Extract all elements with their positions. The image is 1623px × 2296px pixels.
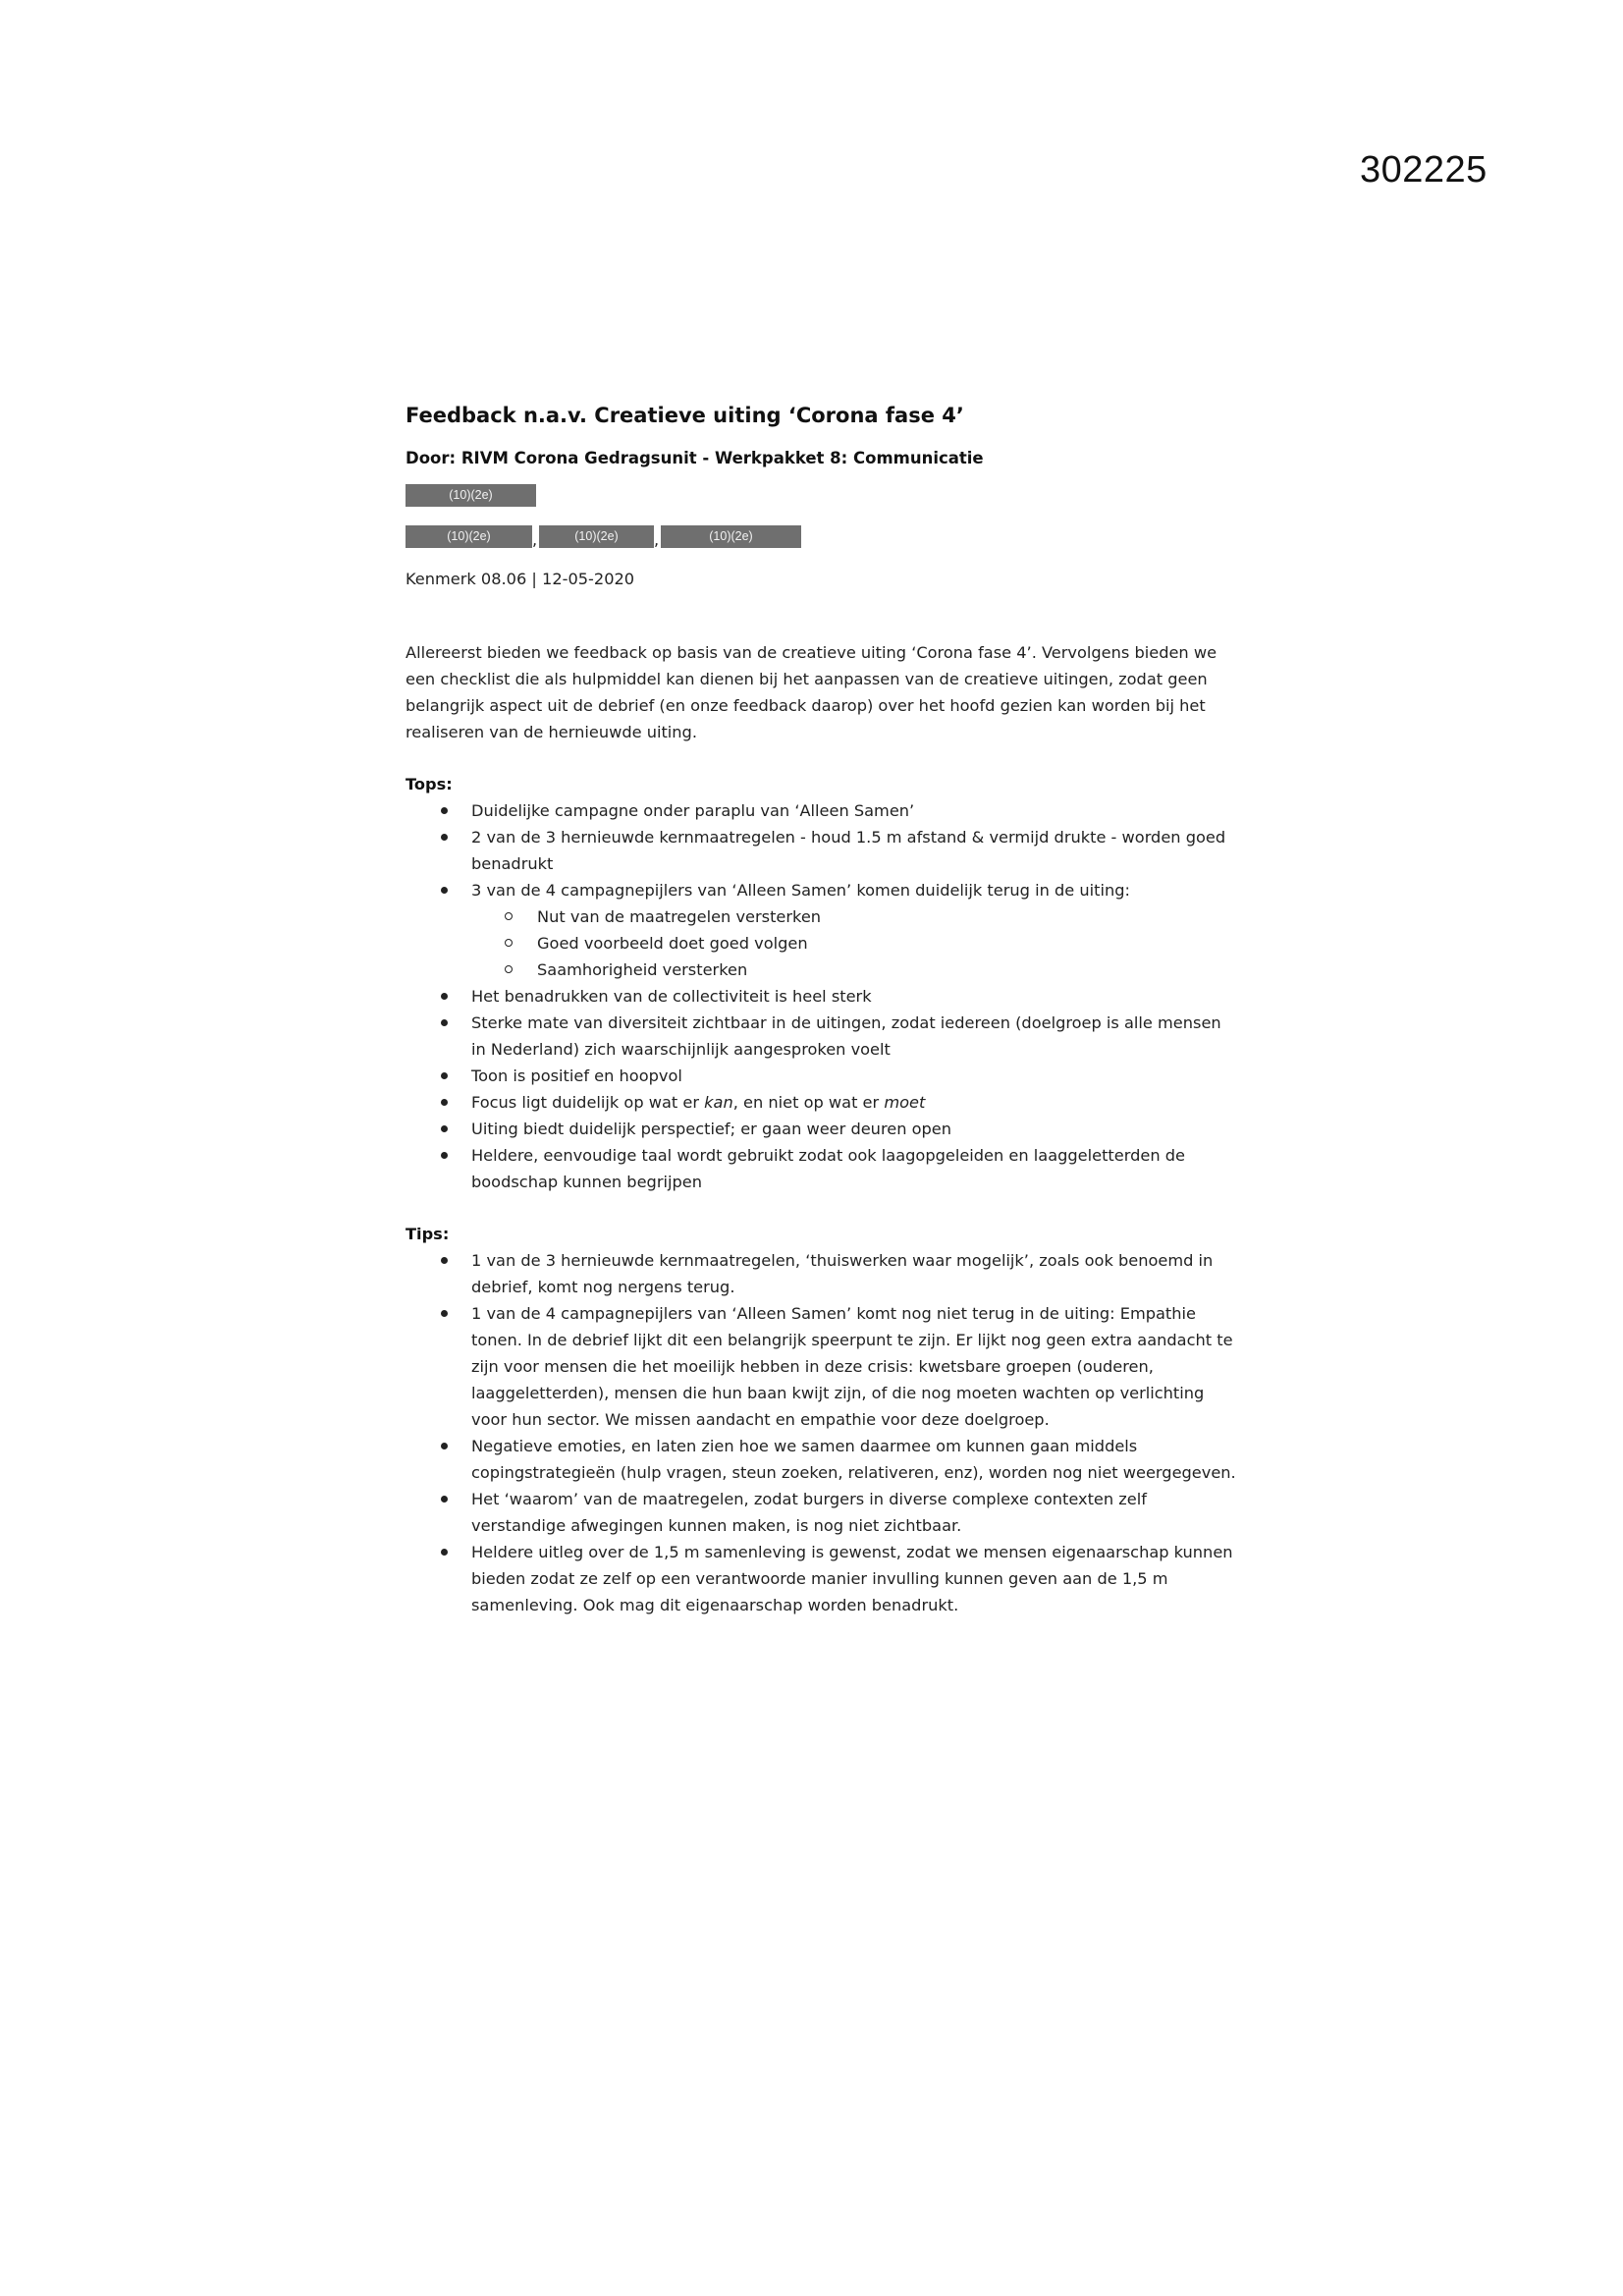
tips-heading: Tips: bbox=[406, 1225, 450, 1243]
focus-text-kan: kan bbox=[704, 1093, 733, 1112]
sub-list-item: Saamhorigheid versterken bbox=[471, 957, 1240, 983]
document-title: Feedback n.a.v. Creatieve uiting ‘Corona fase 4’ bbox=[406, 404, 964, 427]
list-item-text: 2 van de 3 hernieuwde kernmaatregelen - houd 1.5 m afstand & vermijd drukte - worden goed benadrukt bbox=[471, 828, 1226, 873]
list-item bbox=[406, 824, 1240, 877]
list-item-text: Heldere uitleg over de 1,5 m samenleving is gewenst, zodat we mensen eigenaarschap kunnen bieden zodat ze zelf op een verantwoorde manier invulling kunnen geven aan de 1,5 m samenleving. Ook mag dit eigenaarschap worden benadrukt. bbox=[471, 1543, 1233, 1614]
list-item-text: Heldere, eenvoudige taal wordt gebruikt zodat ook laagopgeleiden en laaggeletterden de boodschap kunnen begrijpen bbox=[471, 1146, 1185, 1191]
document-author-line: Door: RIVM Corona Gedragsunit - Werkpakket 8: Communicatie bbox=[406, 449, 984, 467]
reference-line: Kenmerk 08.06 | 12-05-2020 bbox=[406, 570, 635, 588]
intro-paragraph: Allereerst bieden we feedback op basis van de creatieve uiting ‘Corona fase 4’. Vervolgens bieden we een checklist die als hulpmiddel kan dienen bij het aanpassen van de creatieve uitingen, zodat geen belangrijk aspect uit de debrief (en onze feedback daarop) over het hoofd gezien kan worden bij het realiseren van de hernieuwde uiting. bbox=[406, 643, 1217, 741]
campaign-pillars-list bbox=[471, 903, 1240, 983]
list-item bbox=[406, 1433, 1240, 1486]
list-item-text: Sterke mate van diversiteit zichtbaar in de uitingen, zodat iedereen (doelgroep is alle mensen in Nederland) zich waarschijnlijk aangesproken voelt bbox=[471, 1013, 1221, 1059]
list-item bbox=[406, 1063, 1240, 1089]
list-item-text: 1 van de 3 hernieuwde kernmaatregelen, ‘thuiswerken waar mogelijk’, zoals ook benoemd in debrief, komt nog nergens terug. bbox=[471, 1251, 1214, 1296]
tops-heading: Tops: bbox=[406, 775, 453, 793]
redaction-box: (10)(2e) bbox=[661, 525, 801, 548]
sub-list-item: Nut van de maatregelen versterken bbox=[471, 903, 1240, 930]
separator-comma: , bbox=[654, 530, 660, 549]
list-item bbox=[406, 1142, 1240, 1195]
tops-list bbox=[406, 797, 1240, 1195]
list-item-text: 3 van de 4 campagnepijlers van ‘Alleen Samen’ komen duidelijk terug in de uiting: bbox=[471, 881, 1130, 900]
list-item bbox=[406, 1539, 1240, 1618]
list-item bbox=[406, 1300, 1240, 1433]
redaction-box: (10)(2e) bbox=[539, 525, 654, 548]
list-item-text: Toon is positief en hoopvol bbox=[471, 1066, 682, 1085]
list-item bbox=[406, 877, 1240, 983]
list-item-text: Duidelijke campagne onder paraplu van ‘Alleen Samen’ bbox=[471, 801, 915, 820]
list-item bbox=[406, 1089, 1240, 1116]
list-item bbox=[406, 797, 1240, 824]
list-item-text: Het benadrukken van de collectiviteit is heel sterk bbox=[471, 987, 872, 1006]
list-item bbox=[406, 1486, 1240, 1539]
redaction-row-2 bbox=[406, 524, 1240, 548]
focus-text-middle: , en niet op wat er bbox=[732, 1093, 885, 1112]
sub-list-item: Goed voorbeeld doet goed volgen bbox=[471, 930, 1240, 957]
redaction-box: (10)(2e) bbox=[406, 525, 532, 548]
focus-text-prefix: Focus ligt duidelijk op wat er bbox=[471, 1093, 705, 1112]
redaction-box: (10)(2e) bbox=[406, 484, 536, 507]
list-item-text: Uiting biedt duidelijk perspectief; er gaan weer deuren open bbox=[471, 1120, 951, 1138]
page-number: 302225 bbox=[1360, 149, 1488, 191]
list-item-text: 1 van de 4 campagnepijlers van ‘Alleen Samen’ komt nog niet terug in de uiting: Empathie tonen. In de debrief lijkt dit een belangrijk speerpunt te zijn. Er lijkt nog geen extra aandacht te zijn voor mensen die het moeilijk hebben in deze crisis: kwetsbare groepen (ouderen, laaggeletterden), mensen die hun baan kwijt zijn, of die nog moeten wachten op verlichting voor hun sector. We missen aandacht en empathie voor deze doelgroep. bbox=[471, 1304, 1233, 1429]
separator-comma: , bbox=[532, 530, 538, 549]
list-item-text: Negatieve emoties, en laten zien hoe we samen daarmee om kunnen gaan middels copingstrategieën (hulp vragen, steun zoeken, relativeren, enz), worden nog niet weergegeven. bbox=[471, 1437, 1236, 1482]
redaction-row-1 bbox=[406, 483, 1240, 507]
list-item bbox=[406, 983, 1240, 1010]
list-item-text: Het ‘waarom’ van de maatregelen, zodat burgers in diverse complexe contexten zelf verstandige afwegingen kunnen maken, is nog niet zichtbaar. bbox=[471, 1490, 1147, 1535]
tips-list bbox=[406, 1247, 1240, 1618]
document-body bbox=[406, 403, 1240, 1644]
list-item bbox=[406, 1247, 1240, 1300]
list-item bbox=[406, 1116, 1240, 1142]
list-item bbox=[406, 1010, 1240, 1063]
focus-text-moet: moet bbox=[884, 1093, 926, 1112]
